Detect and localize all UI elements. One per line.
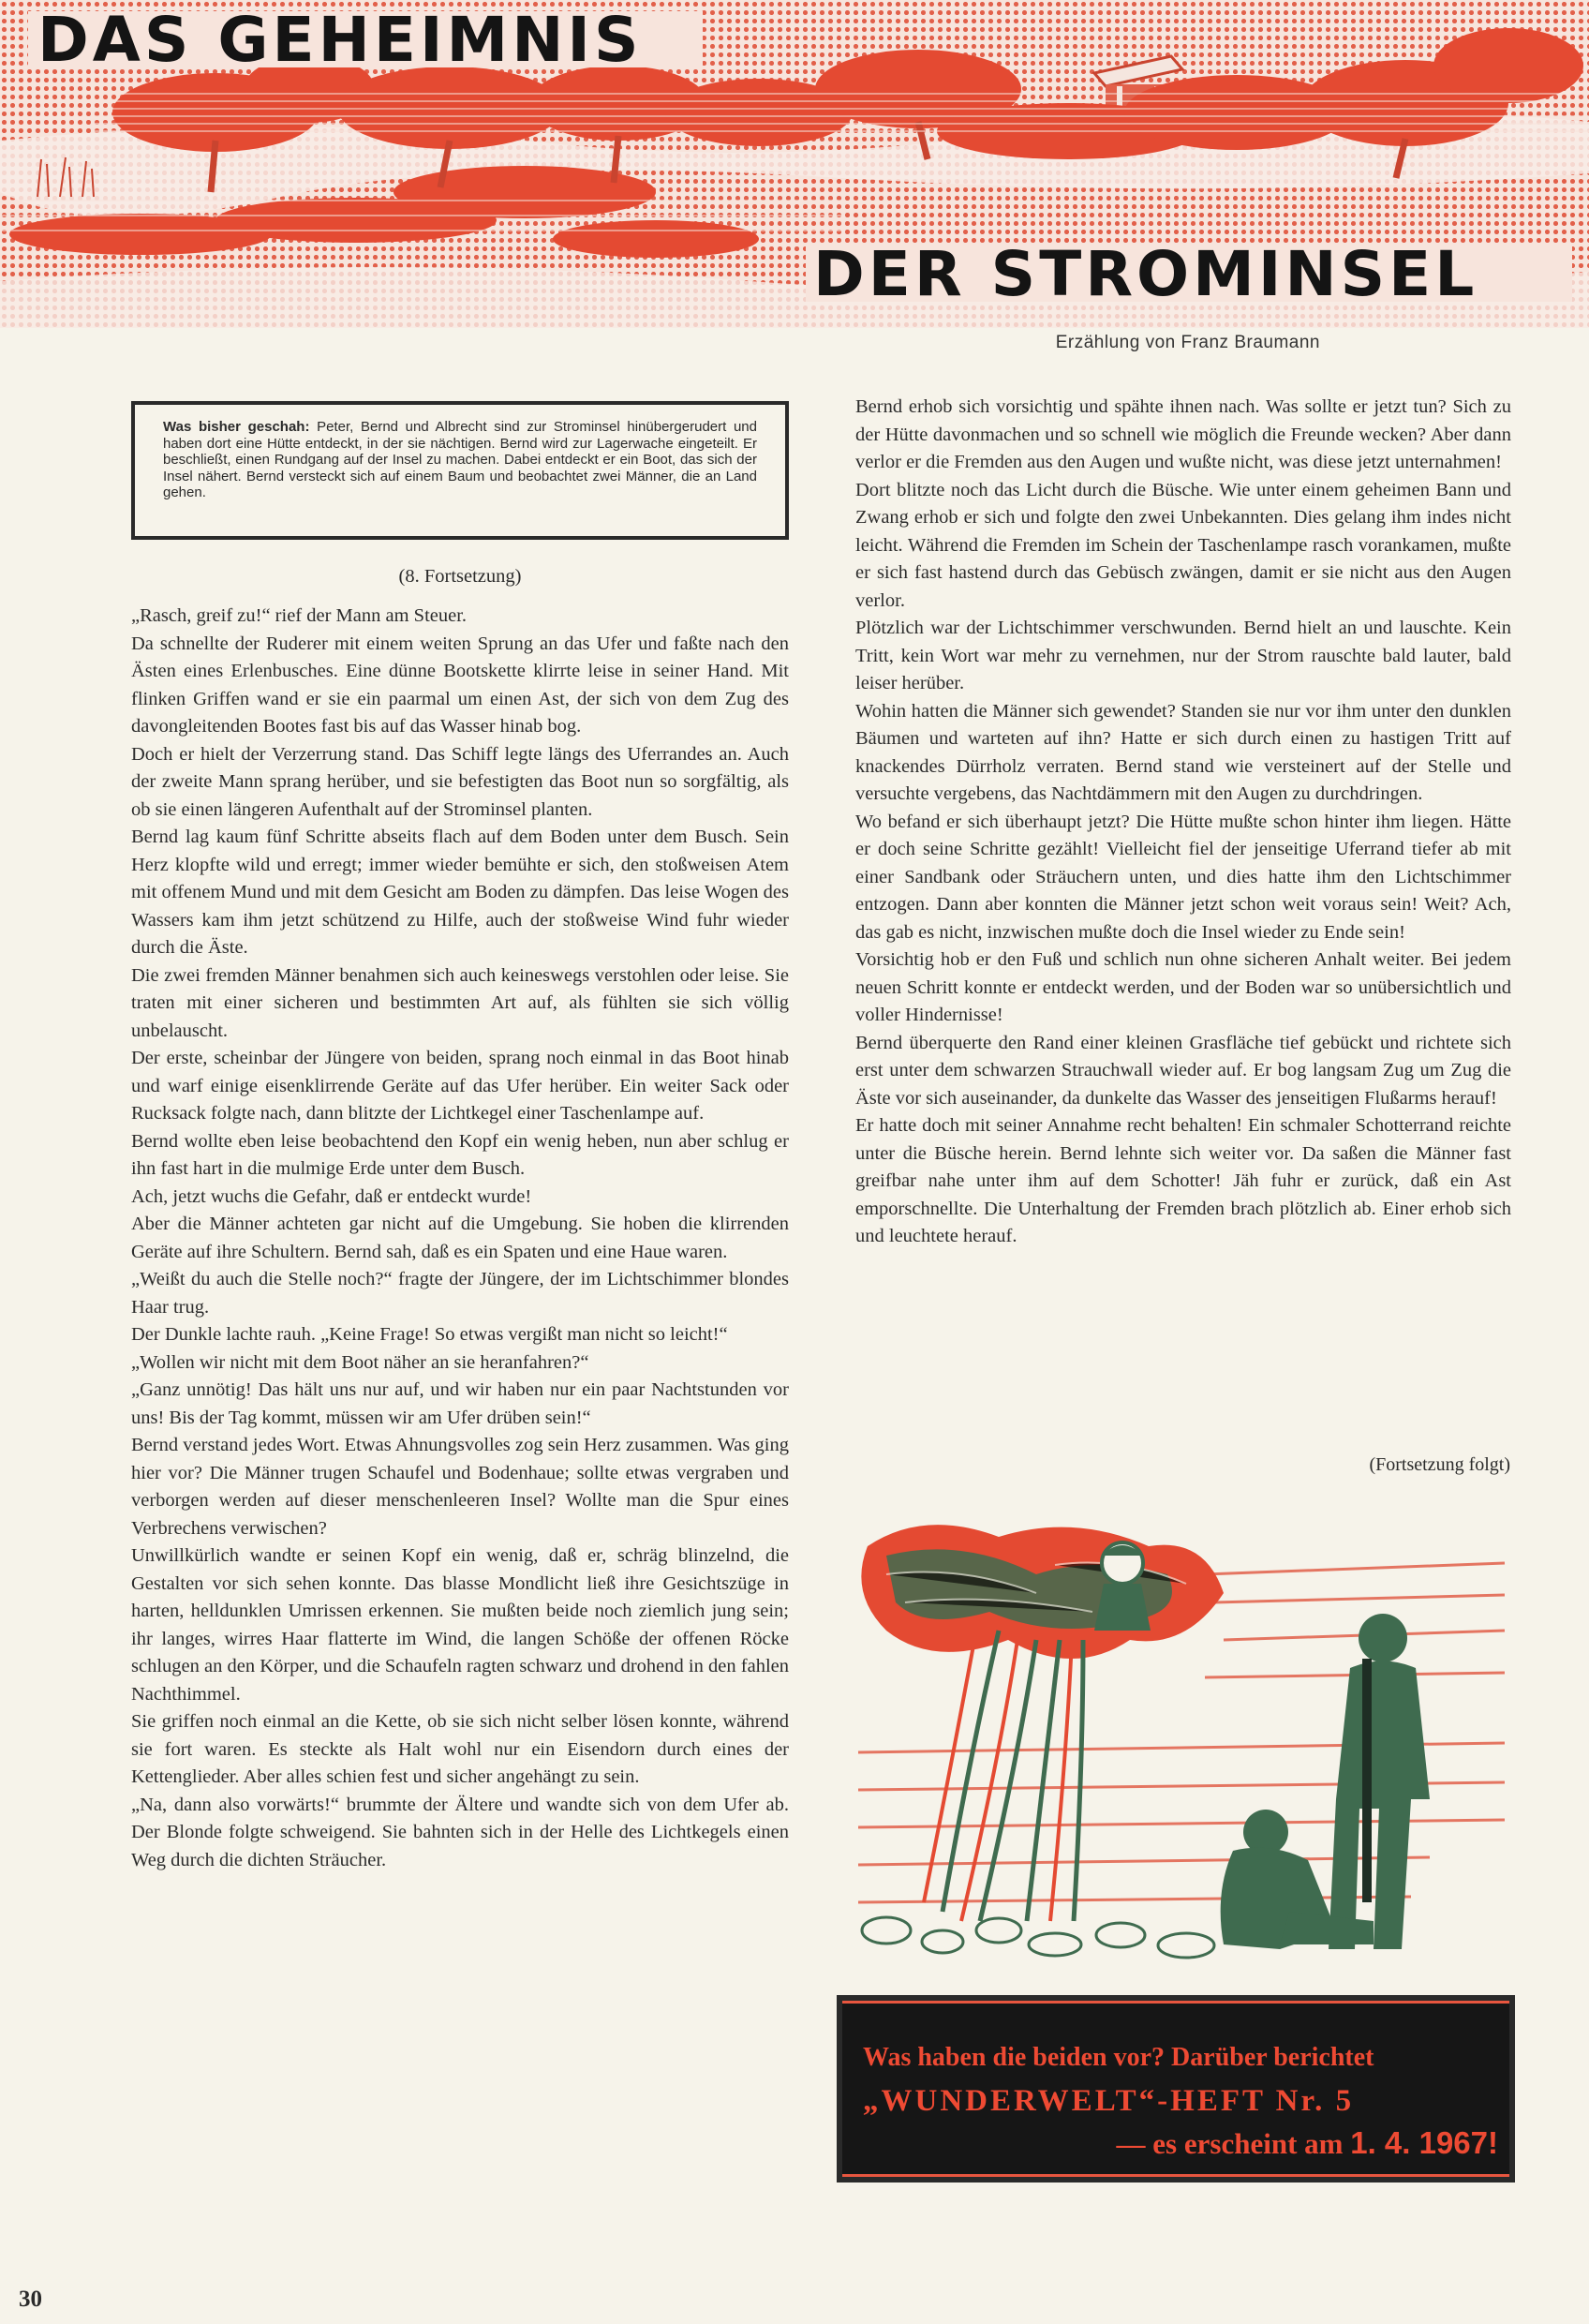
paragraph: Dort blitzte noch das Licht durch die Büsche. Wie unter einem geheimen Bann und Zwang erhob er sich und folgte den zwei Unbekannten. Dies gelang ihm indes nicht leicht. Während die Fremden im Schein der Taschenlampe rasch vorankamen, mußte er sich fast hastend durch das Gebüsch zwängen, damit er sie nicht aus den Augen verlor. bbox=[855, 479, 1511, 611]
author-byline: Erzählung von Franz Braumann bbox=[1055, 333, 1320, 352]
summary-box bbox=[131, 401, 789, 540]
paragraph: Unwillkürlich wandte er seinen Kopf ein wenig, daß er, schräg blinzelnd, die Gestalten vor sich sehen konnte. Das blasse Mondlicht ließ ihre Gesichtszüge in harten, helldunklen Umrissen erkennen. Sie mußten beide noch ziemlich jung sein; ihr langes, wirres Haar flatterte im Wind, die langen Schöße der offenen Röcke schlugen an den Körper, und die Schaufeln ragten schwarz und drohend in den fahlen Nachthimmel. bbox=[131, 1545, 789, 1705]
paragraph: Der Dunkle lachte rauh. „Keine Frage! So etwas vergißt man nicht so leicht!“ bbox=[131, 1324, 728, 1345]
paragraph: Ach, jetzt wuchs die Gefahr, daß er entdeckt wurde! bbox=[131, 1185, 532, 1207]
continued-label: (Fortsetzung folgt) bbox=[1369, 1454, 1510, 1475]
page-number: 30 bbox=[19, 2287, 42, 2312]
summary-body: Peter, Bernd und Albrecht sind zur Strominsel hinübergerudert und haben dort eine Hütte entdeckt, in der sie nächtigen. Bernd wird zur Lagerwache eingeteilt. Er beschließt, einen Rundgang auf der Insel zu machen. Dabei entdeckt er ein Boot, das sich der Insel nähert. Bernd versteckt sich auf einem Baum und beobachtet zwei Männer, die an Land gehen. bbox=[163, 419, 757, 500]
paragraph: Bernd wollte eben leise beobachtend den Kopf ein wenig heben, nun aber schlug er ihn fast hart in die mulmige Erde unter dem Busch. bbox=[131, 1130, 789, 1179]
paragraph: Bernd überquerte den Rand einer kleinen Grasfläche tief gebückt und richtete sich erst unter dem schwarzen Strauchwall wieder auf. Er bog langsam Zug um Zug die Äste vor sich auseinander, da dunkelte das Wasser des jenseitigen Flußarms herauf! bbox=[855, 1032, 1511, 1109]
advert-line-3 bbox=[1117, 2125, 1498, 2161]
installment-label: (8. Fortsetzung) bbox=[398, 566, 522, 587]
paragraph: „Ganz unnötig! Das hält uns nur auf, und wir haben nur ein paar Nachtstunden vor uns! Bis der Tag kommt, müssen wir am Ufer drüben sein!“ bbox=[131, 1379, 789, 1428]
advert-line-1: Was haben die beiden vor? Darüber berichtet bbox=[863, 2043, 1374, 2072]
advert-release-date: 1. 4. 1967! bbox=[1350, 2125, 1498, 2160]
paragraph: Er hatte doch mit seiner Annahme recht behalten! Ein schmaler Schotterrand reichte unter die Büsche herein. Bernd lehnte sich weiter vor. Da saßen die Männer fast greifbar nahe unter ihm auf dem Schotter! Jäh fuhr er zurück, daß ein Ast emporschnellte. Die Unterhaltung der Fremden brach plötzlich ab. Einer erhob sich und leuchtete herauf. bbox=[855, 1115, 1511, 1246]
right-text-column bbox=[855, 394, 1511, 1251]
paragraph: Bernd lag kaum fünf Schritte abseits flach auf dem Boden unter dem Busch. Sein Herz klopfte wild und erregt; immer wieder bemühte er sich, den stoßweisen Atem mit offenem Mund und mit dem Gesicht am Boden zu dämpfen. Das leise Wogen des Wassers kam ihm jetzt schützend zu Hilfe, auch der stoßweise Wind fuhr wieder durch die Äste. bbox=[131, 827, 789, 958]
tree-canopy bbox=[861, 1525, 1224, 1659]
paragraph: Wo befand er sich überhaupt jetzt? Die Hütte mußte schon hinter ihm liegen. Hätte er doch seine Schritte gezählt! Vielleicht fiel der jenseitige Uferrand tiefer ab mit einer Sandbank oder Sträuchern unten, und dies hatte ihm den Lichtschimmer entzogen. Dann aber konnten die Männer jetzt schon weit voraus sein! Weit? Ach, das gab es nicht, inzwischen mußte doch die Insel wieder zu Ende sein! bbox=[855, 811, 1511, 943]
title-line-2: DER STROMINSEL bbox=[813, 238, 1478, 310]
magazine-advert bbox=[837, 1995, 1515, 2182]
paragraph: Vorsichtig hob er den Fuß und schlich nun ohne sicheren Anhalt weiter. Bei jedem neuen Schritt konnte er entdeckt werden, und der Boden war so unübersichtlich und voller Hindernisse! bbox=[855, 949, 1511, 1025]
paragraph: Der erste, scheinbar der Jüngere von beiden, sprang noch einmal in das Boot hinab und warf einige eisenklirrende Geräte auf das Ufer herüber. Ein weiter Sack oder Rucksack folgte nach, dann blitzte der Lichtkegel einer Taschenlampe auf. bbox=[131, 1048, 789, 1124]
advert-panel bbox=[842, 2001, 1509, 2177]
paragraph: Sie griffen noch einmal an die Kette, ob sie sich nicht selber lösen konnte, während sie fort waren. Es steckte als Halt wohl nur ein Eisendorn durch eines der Kettenglieder. Aber alles schien fest und sicher angehängt zu sein. bbox=[131, 1711, 789, 1787]
pebbles bbox=[862, 1917, 1214, 1958]
paragraph: „Weißt du auch die Stelle noch?“ fragte der Jüngere, der im Lichtschimmer blondes Haar trug. bbox=[131, 1269, 789, 1318]
paragraph: Aber die Männer achteten gar nicht auf die Umgebung. Sie hoben die klirrenden Geräte auf ihre Schultern. Bernd sah, daß es ein Spaten und eine Haue waren. bbox=[131, 1214, 789, 1262]
paragraph: Doch er hielt der Verzerrung stand. Das Schiff legte längs des Uferrandes an. Auch der zweite Mann sprang herüber, und sie befestigten das Boot nun so sorgfältig, als ob sie einen längeren Aufenthalt auf der Strominsel planten. bbox=[131, 743, 789, 820]
woodcut-scene-illustration bbox=[849, 1518, 1510, 1975]
paragraph: „Na, dann also vorwärts!“ brummte der Ältere und wandte sich von dem Ufer ab. Der Blonde folgte schweigend. Sie bahnten sich in der Helle des Lichtkegels einen Weg durch die dichten Sträucher. bbox=[131, 1794, 789, 1870]
standing-man-figure bbox=[1329, 1614, 1430, 1949]
advert-line-3-prefix: — es erscheint am bbox=[1116, 2127, 1351, 2160]
paragraph: Die zwei fremden Männer benahmen sich auch keineswegs verstohlen oder leise. Sie traten mit einer sicheren und bestimmten Art auf, als fühlten sie sich völlig unbelauscht. bbox=[131, 964, 789, 1041]
paragraph: Bernd erhob sich vorsichtig und spähte ihnen nach. Was sollte er jetzt tun? Sich zu der Hütte davonmachen und so schnell wie möglich die Freunde wecken? Aber dann verlor er die Fremden aus den Augen und wußte nicht, was diese jetzt unternahmen! bbox=[855, 396, 1511, 472]
paragraph: Plötzlich war der Lichtschimmer verschwunden. Bernd hielt an und lauschte. Kein Tritt, kein Wort war mehr zu vernehmen, nur der Strom rauschte bald lauter, bald leiser herüber. bbox=[855, 618, 1511, 693]
title-illustration bbox=[0, 0, 1589, 328]
paragraph: Da schnellte der Ruderer mit einem weiten Sprung an das Ufer und faßte nach den Ästen eines Erlenbusches. Eine dünne Bootskette klirrte leise in seiner Hand. Mit flinken Griffen wand er sie ein paarmal um einen Ast, der sich von dem Zug des davongleitenden Bootes fast bis auf das Wasser hinab bog. bbox=[131, 633, 789, 737]
paragraph: Wohin hatten die Männer sich gewendet? Standen sie nur vor ihm unter den dunklen Bäumen und warteten auf ihn? Hatte er sich durch einen zu hastigen Tritt auf knackendes Dürrholz verraten. Bernd stand wie versteinert auf der Stelle und versuchte vergebens, das Nachtdämmern mit den Augen zu durchdringen. bbox=[855, 700, 1511, 804]
paragraph: Bernd verstand jedes Wort. Etwas Ahnungsvolles zog sein Herz zusammen. Was ging hier vor? Die Männer trugen Schaufel und Bodenhaue; sollte etwas vergraben und verborgen werden auf dieser menschenleeren Insel? Wollte man die Spur eines Verbrechens verwischen? bbox=[131, 1435, 789, 1539]
summary-label: Was bisher geschah: bbox=[163, 419, 310, 435]
story-illustration bbox=[849, 1518, 1510, 1975]
title-line-1: DAS GEHEIMNIS bbox=[37, 4, 643, 76]
advert-line-2: „WUNDERWELT“-HEFT Nr. 5 bbox=[863, 2084, 1355, 2118]
paragraph: „Wollen wir nicht mit dem Boot näher an sie heranfahren?“ bbox=[131, 1351, 589, 1373]
paragraph: „Rasch, greif zu!“ rief der Mann am Steuer. bbox=[131, 605, 468, 626]
left-text-column bbox=[131, 603, 789, 1874]
summary-text bbox=[163, 419, 757, 501]
